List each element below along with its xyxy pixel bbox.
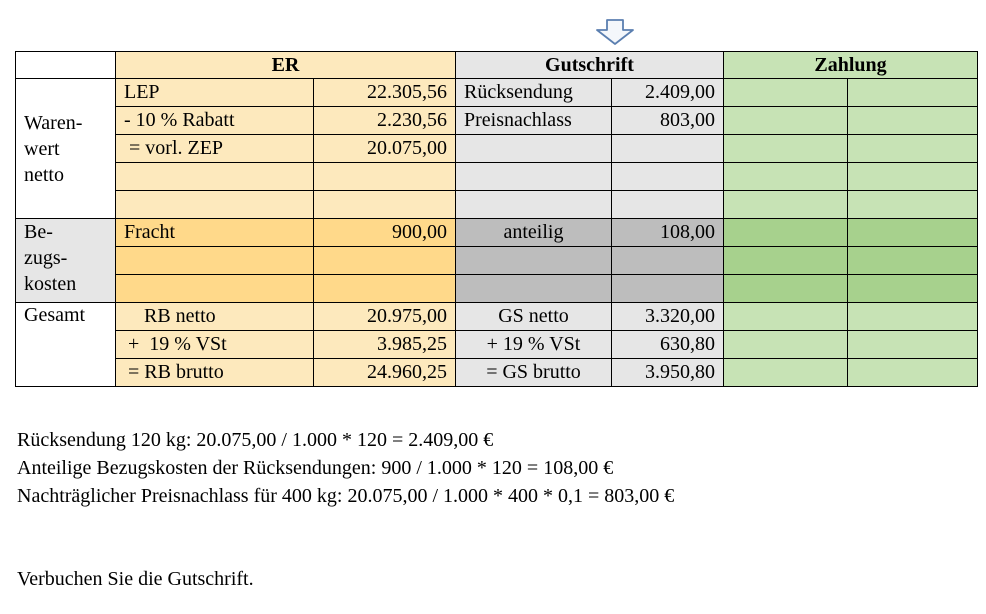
er-value: 3.985,25 — [314, 331, 456, 359]
zahlung-cell — [724, 247, 848, 275]
zahlung-cell — [848, 359, 978, 387]
er-label — [116, 191, 314, 219]
er-value — [314, 275, 456, 303]
gs-label: Rücksendung — [456, 79, 612, 107]
er-value: 2.230,56 — [314, 107, 456, 135]
zahlung-cell — [724, 79, 848, 107]
table-row — [16, 163, 978, 191]
header-er: ER — [116, 52, 456, 79]
gs-label — [456, 275, 612, 303]
er-label: = RB brutto — [116, 359, 314, 387]
zahlung-cell — [848, 219, 978, 247]
zahlung-cell — [724, 359, 848, 387]
zahlung-cell — [724, 219, 848, 247]
corner-cell — [16, 52, 116, 79]
er-value — [314, 247, 456, 275]
gs-label: + 19 % VSt — [456, 331, 612, 359]
er-value: 24.960,25 — [314, 359, 456, 387]
zahlung-cell — [724, 163, 848, 191]
gs-value — [612, 191, 724, 219]
gs-label: anteilig — [456, 219, 612, 247]
table-row — [16, 191, 978, 219]
er-label: = vorl. ZEP — [116, 135, 314, 163]
er-label — [116, 247, 314, 275]
er-label: Fracht — [116, 219, 314, 247]
table-row — [16, 331, 978, 359]
er-label: - 10 % Rabatt — [116, 107, 314, 135]
gs-value — [612, 247, 724, 275]
gs-label: = GS brutto — [456, 359, 612, 387]
zahlung-cell — [848, 247, 978, 275]
booking-table — [15, 51, 978, 387]
gs-label — [456, 191, 612, 219]
table-row — [16, 303, 978, 331]
zahlung-cell — [724, 135, 848, 163]
table-row — [16, 135, 978, 163]
zahlung-cell — [724, 303, 848, 331]
header-row — [16, 52, 978, 79]
gs-value: 803,00 — [612, 107, 724, 135]
zahlung-cell — [724, 331, 848, 359]
header-gutschrift: Gutschrift — [456, 52, 724, 79]
gs-value: 108,00 — [612, 219, 724, 247]
zahlung-cell — [724, 107, 848, 135]
task-instruction: Verbuchen Sie die Gutschrift. — [17, 568, 254, 590]
gs-label: Preisnachlass — [456, 107, 612, 135]
group-label-bezugskosten: Be- zugs- kosten — [16, 219, 116, 303]
gs-value — [612, 135, 724, 163]
zahlung-cell — [848, 163, 978, 191]
header-zahlung: Zahlung — [724, 52, 978, 79]
gs-value: 3.950,80 — [612, 359, 724, 387]
zahlung-cell — [848, 79, 978, 107]
note-line: Rücksendung 120 kg: 20.075,00 / 1.000 * 120 = 2.409,00 € — [17, 429, 494, 451]
gs-label — [456, 135, 612, 163]
zahlung-cell — [724, 191, 848, 219]
zahlung-cell — [848, 107, 978, 135]
er-label: LEP — [116, 79, 314, 107]
down-arrow-icon — [595, 19, 635, 45]
er-value: 22.305,56 — [314, 79, 456, 107]
group-label-gesamt: Gesamt — [16, 303, 116, 387]
er-label — [116, 163, 314, 191]
zahlung-cell — [848, 191, 978, 219]
group-label-warenwert: Waren- wert netto — [16, 79, 116, 219]
er-label: + 19 % VSt — [116, 331, 314, 359]
er-value — [314, 191, 456, 219]
er-value: 20.975,00 — [314, 303, 456, 331]
gs-value: 630,80 — [612, 331, 724, 359]
table-row — [16, 275, 978, 303]
gs-value: 2.409,00 — [612, 79, 724, 107]
table-row — [16, 247, 978, 275]
gs-value — [612, 275, 724, 303]
zahlung-cell — [848, 275, 978, 303]
gs-value: 3.320,00 — [612, 303, 724, 331]
calculation-notes — [17, 426, 674, 510]
gs-label — [456, 163, 612, 191]
er-label: RB netto — [116, 303, 314, 331]
gs-label: GS netto — [456, 303, 612, 331]
table-row — [16, 107, 978, 135]
note-line: Anteilige Bezugskosten der Rücksendungen: 900 / 1.000 * 120 = 108,00 € — [17, 457, 614, 479]
table-row — [16, 79, 978, 107]
zahlung-cell — [848, 331, 978, 359]
er-value: 900,00 — [314, 219, 456, 247]
er-value — [314, 163, 456, 191]
table-row — [16, 359, 978, 387]
er-label — [116, 275, 314, 303]
gs-label — [456, 247, 612, 275]
er-value: 20.075,00 — [314, 135, 456, 163]
zahlung-cell — [724, 275, 848, 303]
table-row — [16, 219, 978, 247]
gs-value — [612, 163, 724, 191]
zahlung-cell — [848, 303, 978, 331]
zahlung-cell — [848, 135, 978, 163]
note-line: Nachträglicher Preisnachlass für 400 kg: 20.075,00 / 1.000 * 400 * 0,1 = 803,00 € — [17, 485, 675, 507]
